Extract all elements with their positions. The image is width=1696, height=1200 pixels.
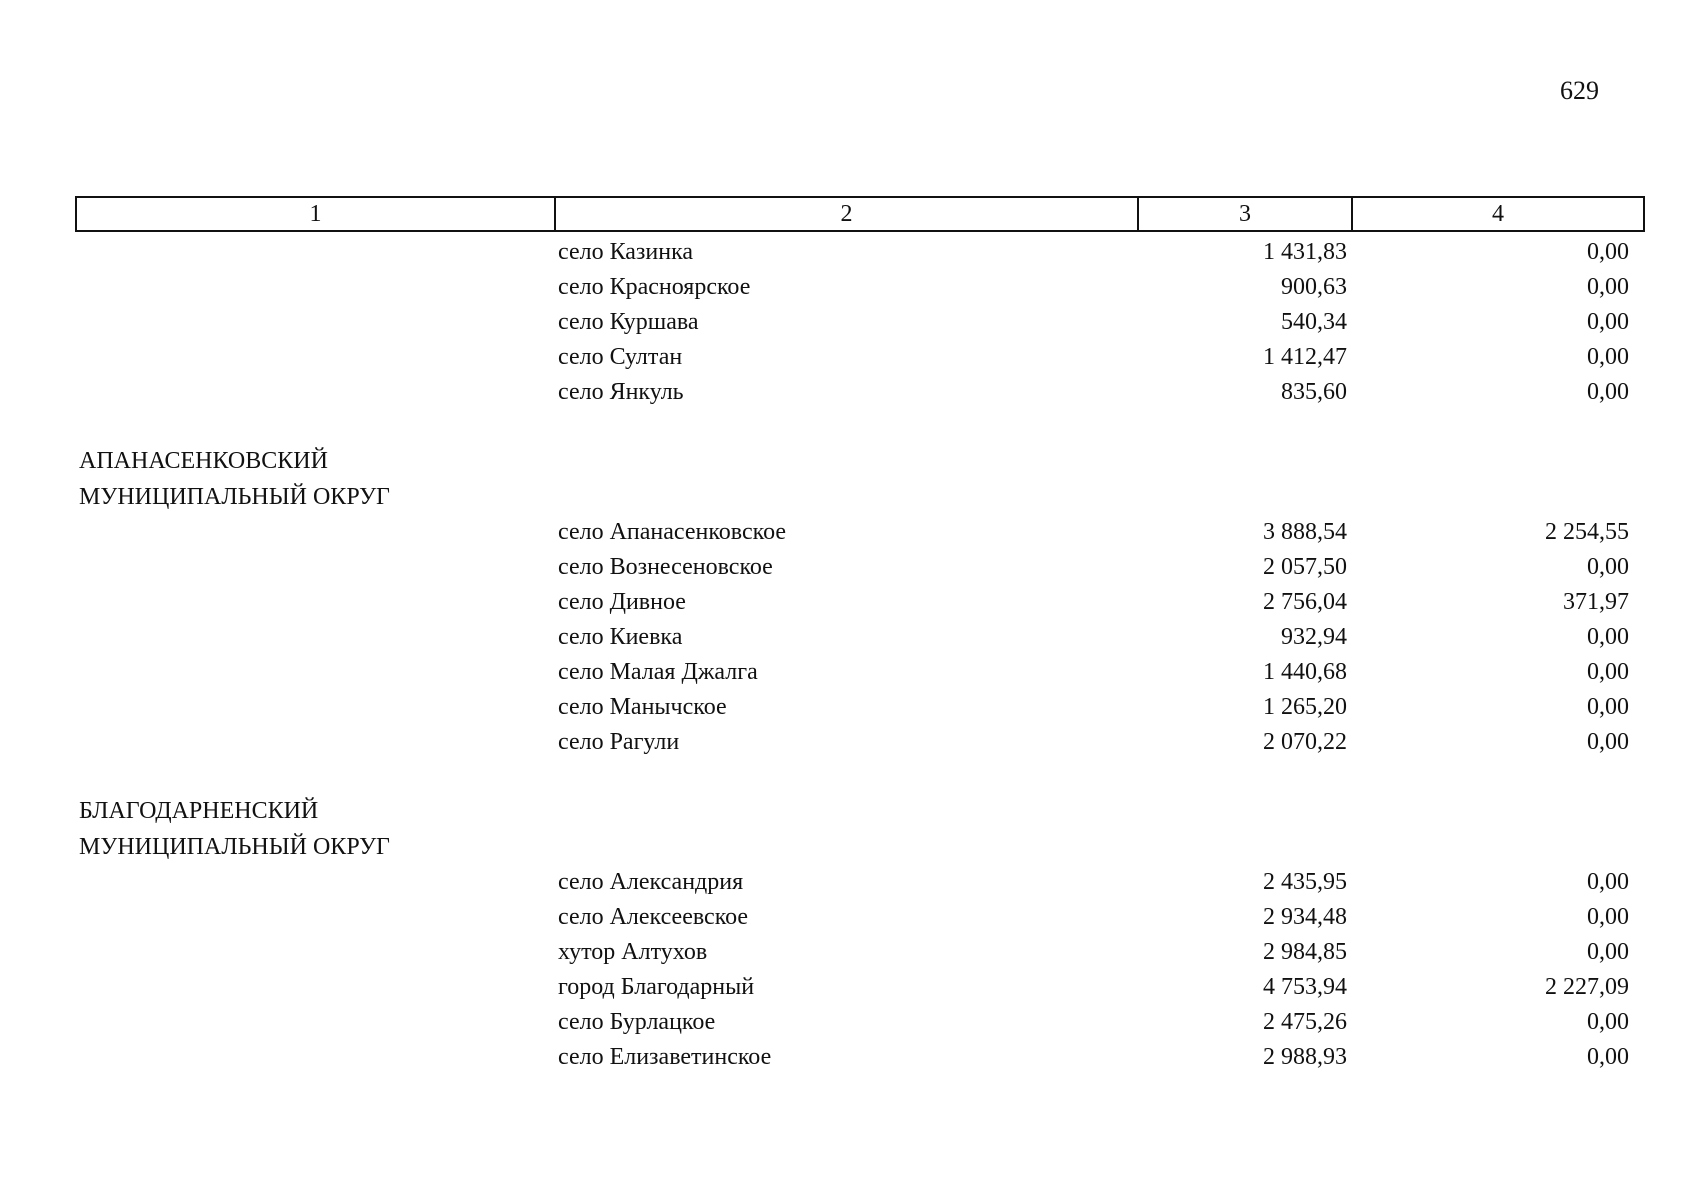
value-column-3: 900,63 — [1281, 274, 1347, 300]
settlement-name: село Вознесеновское — [558, 554, 773, 580]
value-column-3: 1 440,68 — [1263, 659, 1347, 685]
value-column-3: 2 475,26 — [1263, 1009, 1347, 1035]
value-column-3: 2 984,85 — [1263, 939, 1347, 965]
value-column-4: 0,00 — [1587, 1009, 1629, 1035]
settlement-name: село Дивное — [558, 589, 686, 615]
table-row — [0, 235, 1696, 270]
value-column-4: 0,00 — [1587, 904, 1629, 930]
table-body — [0, 235, 1696, 1075]
table-row — [0, 725, 1696, 760]
value-column-3: 835,60 — [1281, 379, 1347, 405]
settlement-name: село Рагули — [558, 729, 680, 755]
district-heading-line: АПАНАСЕНКОВСКИЙ — [79, 448, 328, 474]
value-column-4: 0,00 — [1587, 659, 1629, 685]
value-column-4: 0,00 — [1587, 624, 1629, 650]
value-column-4: 0,00 — [1587, 309, 1629, 335]
table-row — [0, 900, 1696, 935]
district-heading-line: МУНИЦИПАЛЬНЫЙ ОКРУГ — [79, 834, 390, 860]
table-header — [75, 196, 1645, 232]
value-column-4: 2 254,55 — [1545, 519, 1629, 545]
value-column-4: 371,97 — [1563, 589, 1629, 615]
value-column-3: 2 070,22 — [1263, 729, 1347, 755]
value-column-4: 0,00 — [1587, 869, 1629, 895]
table-row — [0, 375, 1696, 410]
district-heading — [0, 443, 1696, 515]
value-column-3: 540,34 — [1281, 309, 1347, 335]
settlement-name: село Куршава — [558, 309, 699, 335]
settlement-name: город Благодарный — [558, 974, 755, 1000]
district-heading-line: МУНИЦИПАЛЬНЫЙ ОКРУГ — [79, 484, 390, 510]
settlement-name: хутор Алтухов — [558, 939, 708, 965]
value-column-3: 1 431,83 — [1263, 239, 1347, 265]
value-column-3: 2 435,95 — [1263, 869, 1347, 895]
value-column-3: 1 265,20 — [1263, 694, 1347, 720]
value-column-3: 2 988,93 — [1263, 1044, 1347, 1070]
table-row — [0, 970, 1696, 1005]
settlement-name: село Киевка — [558, 624, 683, 650]
district-heading — [0, 793, 1696, 865]
value-column-4: 0,00 — [1587, 274, 1629, 300]
table-row — [0, 1005, 1696, 1040]
header-cell-1: 1 — [77, 198, 556, 230]
value-column-3: 1 412,47 — [1263, 344, 1347, 370]
settlement-name: село Апанасенковское — [558, 519, 787, 545]
table-row — [0, 655, 1696, 690]
table-row — [0, 935, 1696, 970]
value-column-4: 0,00 — [1587, 694, 1629, 720]
value-column-4: 0,00 — [1587, 729, 1629, 755]
district-heading-line: БЛАГОДАРНЕНСКИЙ — [79, 798, 319, 824]
value-column-4: 2 227,09 — [1545, 974, 1629, 1000]
table-row — [0, 620, 1696, 655]
table-row — [0, 690, 1696, 725]
settlement-name: село Алексеевское — [558, 904, 749, 930]
value-column-4: 0,00 — [1587, 239, 1629, 265]
settlement-name: село Красноярское — [558, 274, 751, 300]
value-column-4: 0,00 — [1587, 344, 1629, 370]
settlement-name: село Александрия — [558, 869, 744, 895]
value-column-3: 2 934,48 — [1263, 904, 1347, 930]
settlement-name: село Бурлацкое — [558, 1009, 716, 1035]
settlement-name: село Манычское — [558, 694, 727, 720]
page-number: 629 — [1560, 76, 1599, 105]
table-row — [0, 865, 1696, 900]
settlement-name: село Янкуль — [558, 379, 684, 405]
value-column-3: 4 753,94 — [1263, 974, 1347, 1000]
value-column-4: 0,00 — [1587, 554, 1629, 580]
settlement-name: село Елизаветинское — [558, 1044, 772, 1070]
table-row — [0, 515, 1696, 550]
value-column-3: 3 888,54 — [1263, 519, 1347, 545]
table-row — [0, 550, 1696, 585]
value-column-4: 0,00 — [1587, 379, 1629, 405]
table-row — [0, 1040, 1696, 1075]
value-column-3: 932,94 — [1281, 624, 1347, 650]
value-column-3: 2 057,50 — [1263, 554, 1347, 580]
table-row — [0, 585, 1696, 620]
table-row — [0, 270, 1696, 305]
header-cell-4: 4 — [1492, 201, 1504, 227]
header-cell-2: 2 — [556, 198, 1139, 230]
value-column-4: 0,00 — [1587, 939, 1629, 965]
table-row — [0, 305, 1696, 340]
value-column-3: 2 756,04 — [1263, 589, 1347, 615]
value-column-4: 0,00 — [1587, 1044, 1629, 1070]
table-row — [0, 340, 1696, 375]
settlement-name: село Казинка — [558, 239, 694, 265]
header-cell-3: 3 — [1139, 198, 1353, 230]
settlement-name: село Малая Джалга — [558, 659, 758, 685]
settlement-name: село Султан — [558, 344, 683, 370]
